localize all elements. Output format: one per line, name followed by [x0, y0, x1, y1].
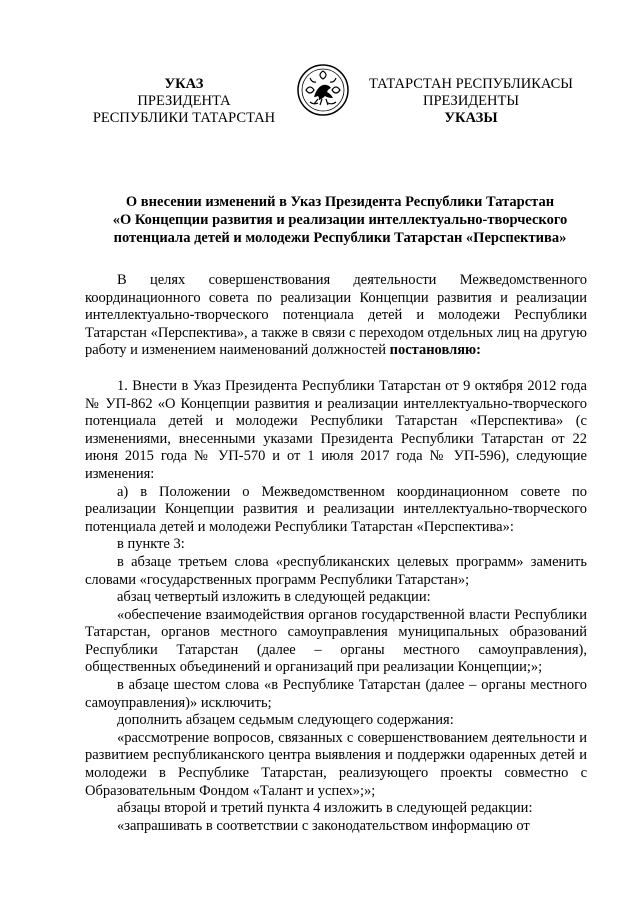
- paragraph-amendment: дополнить абзацем седьмым следующего содержания:: [117, 712, 454, 729]
- coat-of-arms-icon: [296, 63, 350, 117]
- header-left-block: [74, 76, 294, 127]
- paragraph-amendment: в абзаце третьем слова «республиканских целевых программ» заменить словами «государственных программ Республики Татарстан»;: [85, 553, 587, 588]
- header-right-line-1: ТАТАРСТАН РЕСПУБЛИКАСЫ: [369, 76, 573, 92]
- paragraph-amendment: «запрашивать в соответствии с законодательством информацию от: [117, 817, 530, 834]
- header-left-line-1: УКАЗ: [164, 76, 204, 92]
- preamble-paragraph: [85, 272, 587, 360]
- title-line-1: О внесении изменений в Указ Президента Республики Татарстан: [125, 194, 555, 210]
- header-left-line-3: РЕСПУБЛИКИ ТАТАРСТАН: [92, 110, 276, 126]
- document-body: [85, 272, 587, 835]
- preamble-text: В целях совершенствования деятельности Межведомственного координационного совета по реализации Концепции развития и реализации интеллектуально-творческого потенциала детей и молодежи Республики Татарстан «Перспектива», а также в связи с переходом отдельных лиц на другую работу и изменением наименований должностей: [85, 272, 587, 359]
- paragraph-point-3: в пункте 3:: [117, 536, 185, 553]
- paragraph-amendment: «обеспечение взаимодействия органов государственной власти Республики Татарстан, органов местного самоуправления муниципальных образований Республики Татарстан (далее – органы местного самоуправления), общественных объединений и организаций при реализации Концепции;»;: [85, 606, 587, 676]
- paragraph-subitem-a: а) в Положении о Межведомственном координационном совете по реализации Концепции развития и реализации интеллектуально-творческого потенциала детей и молодежи Республики Татарстан «Перспектива»:: [85, 483, 587, 535]
- title-line-2: «О Концепции развития и реализации интеллектуально-творческого: [112, 212, 568, 228]
- paragraph-amendment: абзацы второй и третий пункта 4 изложить в следующей редакции:: [117, 800, 533, 817]
- title-line-3: потенциала детей и молодежи Республики Татарстан «Перспектива»: [113, 230, 567, 246]
- paragraph-amendment: в абзаце шестом слова «в Республике Татарстан (далее – органы местного самоуправления)» исключить;: [85, 677, 587, 711]
- header-right-line-3: УКАЗЫ: [444, 110, 498, 126]
- resolution-word: постановляю:: [389, 342, 481, 359]
- paragraph-item-1: 1. Внести в Указ Президента Республики Татарстан от 9 октября 2012 года № УП-862 «О Концепции развития и реализации интеллектуально-творческого потенциала детей и молодежи Республики Татарстан «Перспектива» (с изменениями, внесенными указами Президента Республики Татарстан от 22 июня 2015 года № УП-570 и от 1 июля 2017 года № УП-596), следующие изменения:: [85, 377, 587, 482]
- paragraph-amendment: абзац четвертый изложить в следующей редакции:: [117, 589, 431, 606]
- header-left-line-2: ПРЕЗИДЕНТА: [137, 93, 231, 109]
- document-title: [70, 193, 610, 247]
- paragraph-amendment: «рассмотрение вопросов, связанных с совершенствованием деятельности и развитием республиканского центра выявления и поддержки одаренных детей и молодежи в Республике Татарстан, реализующего проекты совместно с Образовательным Фондом «Талант и успех»;»;: [85, 729, 587, 799]
- header-right-line-2: ПРЕЗИДЕНТЫ: [422, 93, 520, 109]
- header-right-block: [356, 76, 586, 127]
